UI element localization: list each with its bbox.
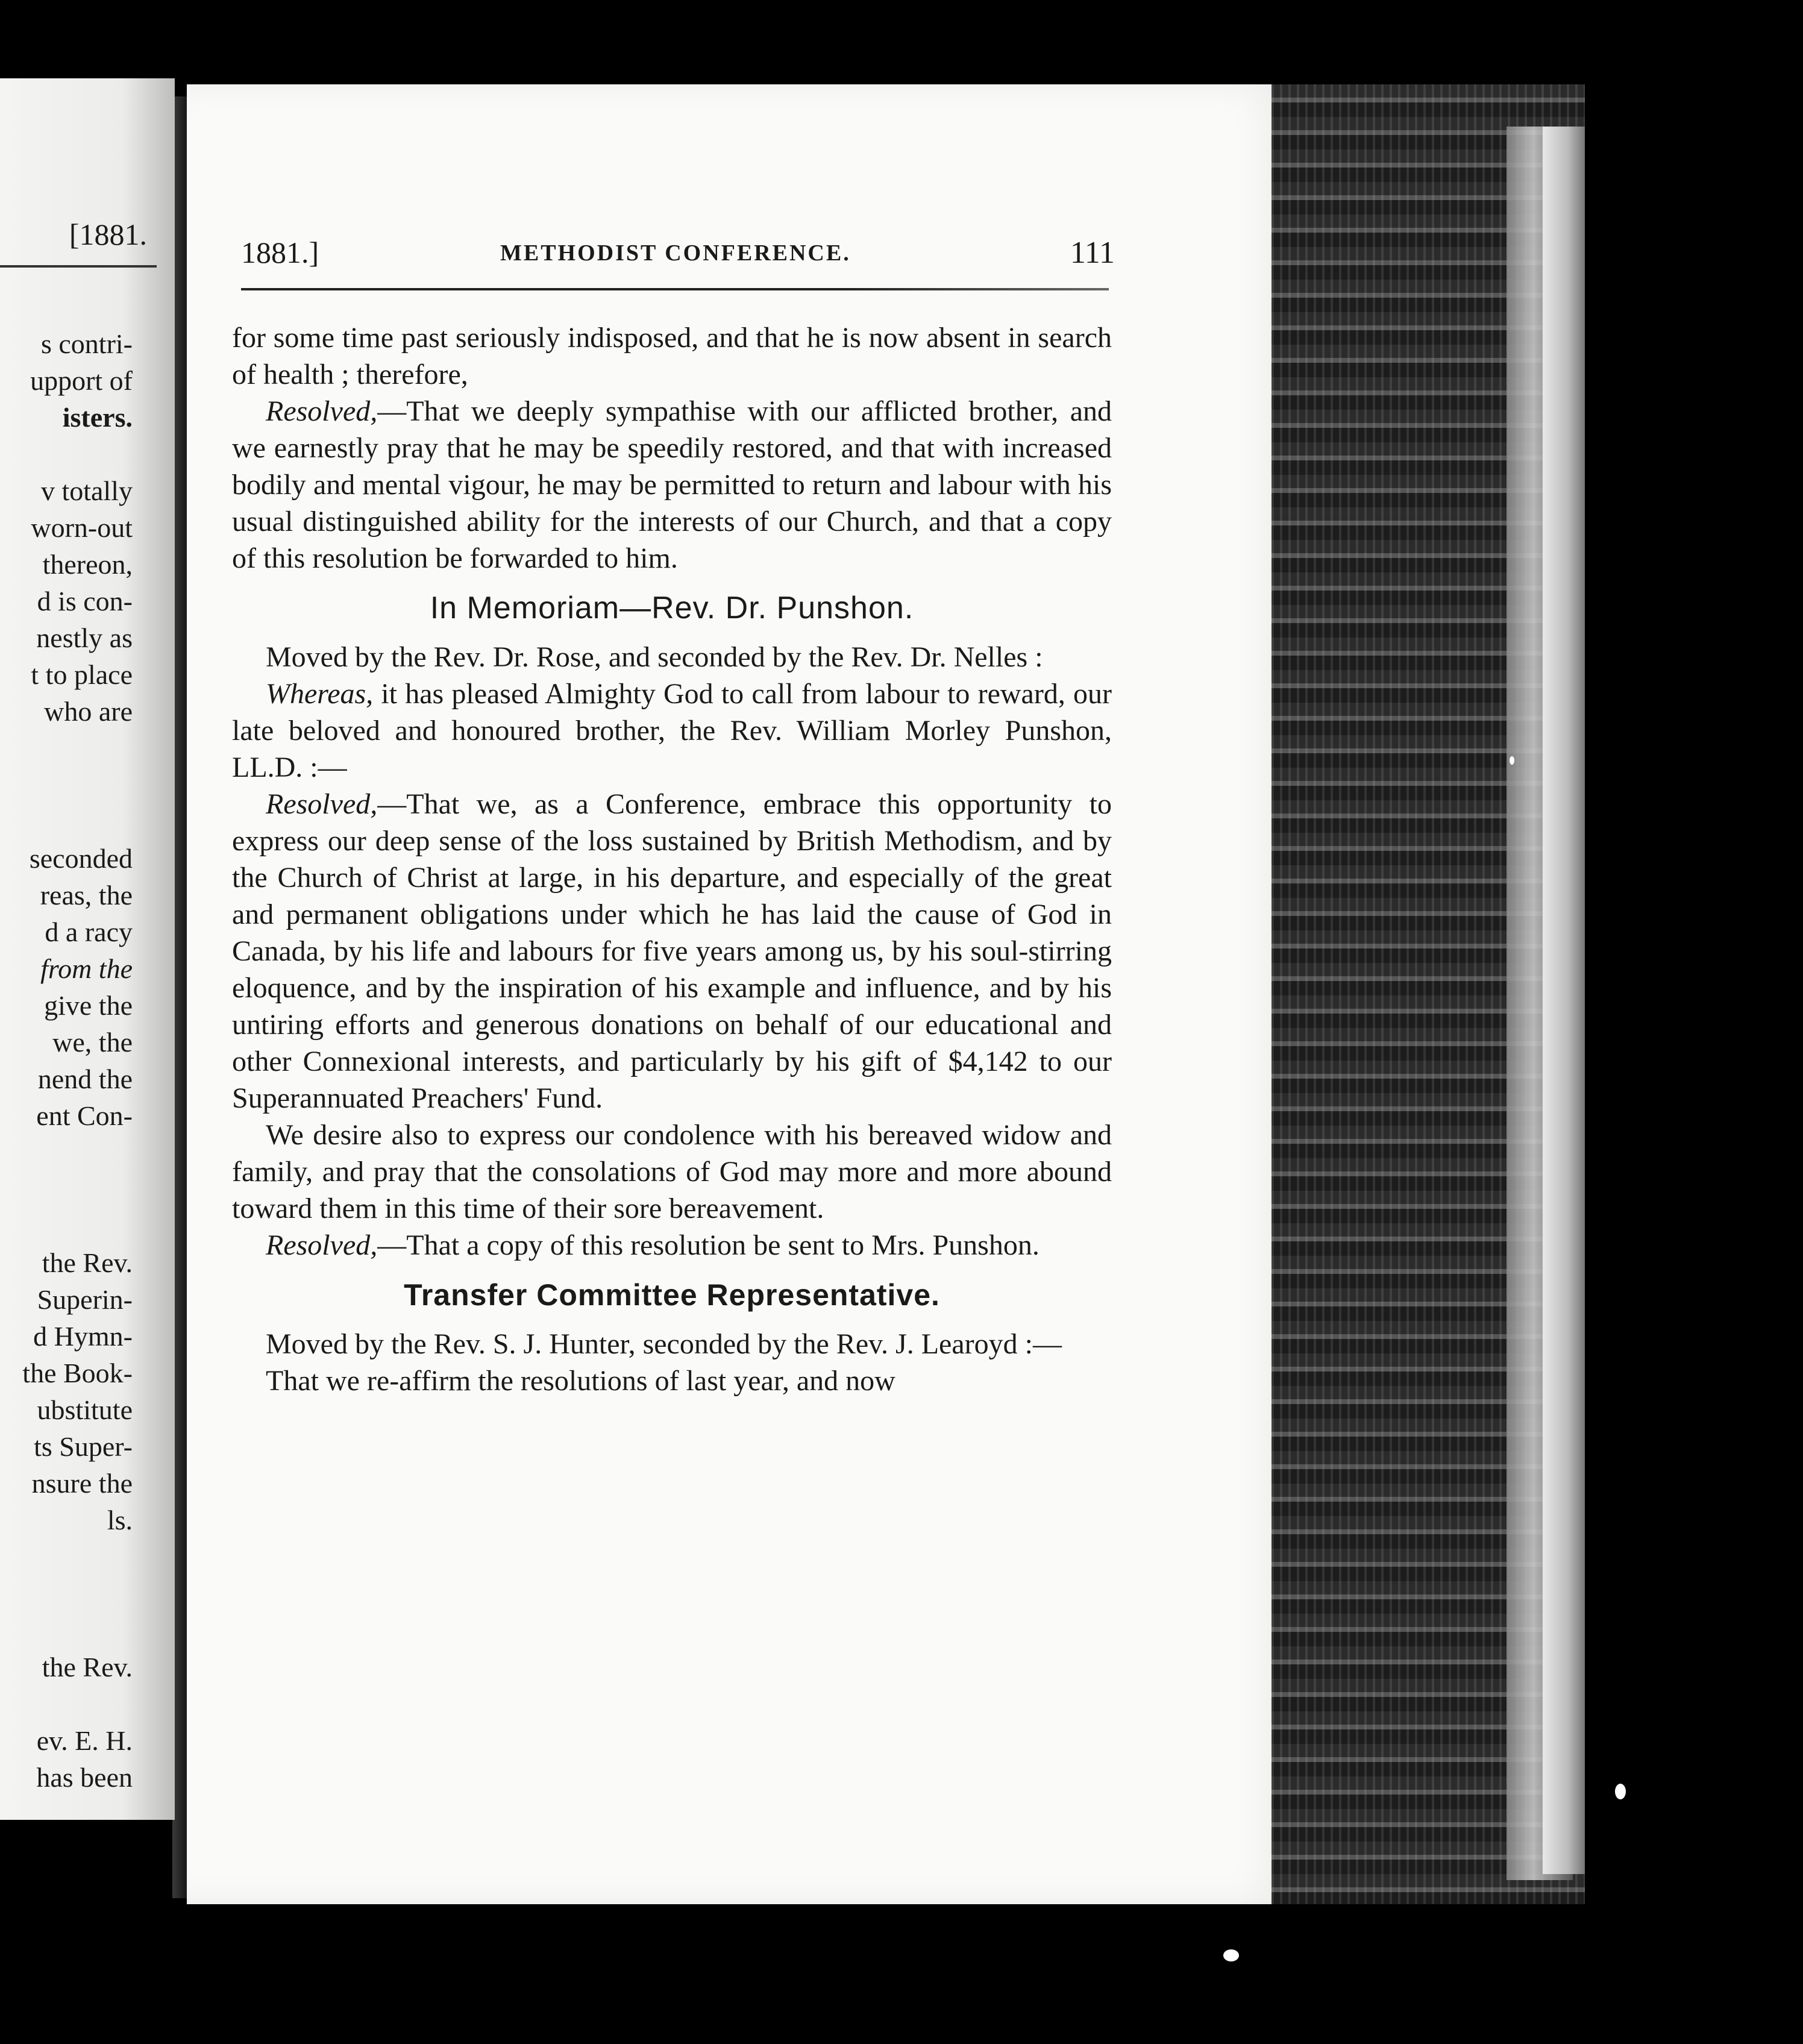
left-page-line: who are	[44, 696, 133, 727]
paragraph: Resolved,—That we deeply sympathise with our afflicted brother, and we earnestly pray that he may be speedily restored, and that with increased bodily and mental vigour, he may be permitted to return and labour with his usual distinguished ability for the interests of our Church, and that a copy of this resolution be forwarded to him.	[232, 395, 1112, 574]
section-heading: Transfer Committee Representative.	[404, 1278, 940, 1312]
left-page-line: nsure the	[31, 1468, 133, 1499]
section-heading: In Memoriam—Rev. Dr. Punshon.	[430, 591, 914, 625]
paragraph: Resolved,—That a copy of this resolution be sent to Mrs. Punshon.	[266, 1229, 1039, 1261]
left-page-line: ls.	[107, 1505, 133, 1535]
left-page-line: Superin-	[37, 1284, 133, 1315]
resolved-lead: Resolved,	[266, 788, 378, 820]
left-page-line: isters.	[62, 402, 133, 433]
left-page	[0, 78, 175, 1820]
paragraph: for some time past seriously indisposed, and that he is now absent in search of health ; therefore,	[232, 322, 1112, 390]
paragraph: Moved by the Rev. S. J. Hunter, seconded by the Rev. J. Learoyd :—	[266, 1328, 1062, 1360]
resolved-lead: Resolved,	[266, 1229, 378, 1261]
book-cover-edge	[1543, 127, 1585, 1874]
left-page-line: ubstitute	[37, 1394, 133, 1425]
whereas-lead: Whereas,	[266, 678, 374, 710]
left-page-line: the Rev.	[42, 1652, 133, 1682]
left-page-line: give the	[44, 990, 133, 1021]
dust-speck	[1223, 1949, 1239, 1961]
dust-speck	[1510, 756, 1514, 765]
left-page-line: the Book-	[22, 1358, 133, 1388]
paragraph: Resolved,—That we, as a Conference, embrace this opportunity to express our deep sense of the loss sustained by British Methodism, and by the Church of Christ at large, in his departure, and especially of the great and permanent obligations under which he has laid the cause of God in Canada, by his life and labours for five years among us, by his soul-stirring eloquence, and by the inspiration of his example and influence, and by his untiring efforts and generous donations on behalf of our educational and other Connexional interests, and particularly by his gift of $4,142 to our Superannuated Preachers' Fund.	[232, 788, 1112, 1114]
left-page-line: reas, the	[40, 880, 133, 911]
paragraph: Moved by the Rev. Dr. Rose, and seconded by the Rev. Dr. Nelles :	[266, 641, 1043, 673]
left-page-line: ts Super-	[34, 1431, 133, 1462]
header-title: METHODIST CONFERENCE.	[500, 240, 851, 266]
left-page-line: s contri-	[40, 328, 133, 359]
header-rule	[241, 288, 1109, 290]
left-page-line: worn-out	[31, 512, 133, 543]
left-page-line: upport of	[30, 365, 133, 396]
resolved-lead: Resolved,	[266, 395, 378, 427]
left-page-line: we, the	[52, 1027, 133, 1058]
left-page-line: v totally	[40, 475, 133, 506]
left-page-header: [1881.	[69, 218, 147, 251]
left-page-line: seconded	[29, 843, 133, 874]
left-page-line: d Hymn-	[33, 1321, 133, 1352]
left-page-line: thereon,	[42, 549, 133, 580]
left-page-line: d a racy	[45, 917, 133, 947]
left-page-line: has been	[36, 1762, 133, 1793]
left-page-line: ent Con-	[36, 1100, 133, 1131]
paragraph: We desire also to express our condolence with his bereaved widow and family, and pray that the consolations of God may more and more abound toward them in this time of their sore bereavement.	[232, 1119, 1112, 1224]
paragraph: Whereas, it has pleased Almighty God to call from labour to reward, our late beloved and honoured brother, the Rev. William Morley Punshon, LL.D. :—	[232, 678, 1112, 783]
dust-speck	[1615, 1784, 1626, 1799]
left-page-line: nend the	[37, 1064, 133, 1094]
header-date: 1881.]	[241, 236, 319, 269]
page-number: 111	[1070, 236, 1115, 270]
left-page-rule	[0, 265, 157, 268]
left-page-line: d is con-	[37, 586, 133, 616]
left-page-line: ev. E. H.	[36, 1725, 133, 1756]
paragraph: That we re-affirm the resolutions of last year, and now	[266, 1365, 895, 1397]
left-page-line: from the	[40, 953, 133, 984]
left-page-line: t to place	[31, 659, 133, 690]
left-page-line: nestly as	[36, 622, 133, 653]
page-body	[232, 319, 1112, 1399]
left-page-line: the Rev.	[42, 1247, 133, 1278]
running-header	[241, 235, 1115, 277]
